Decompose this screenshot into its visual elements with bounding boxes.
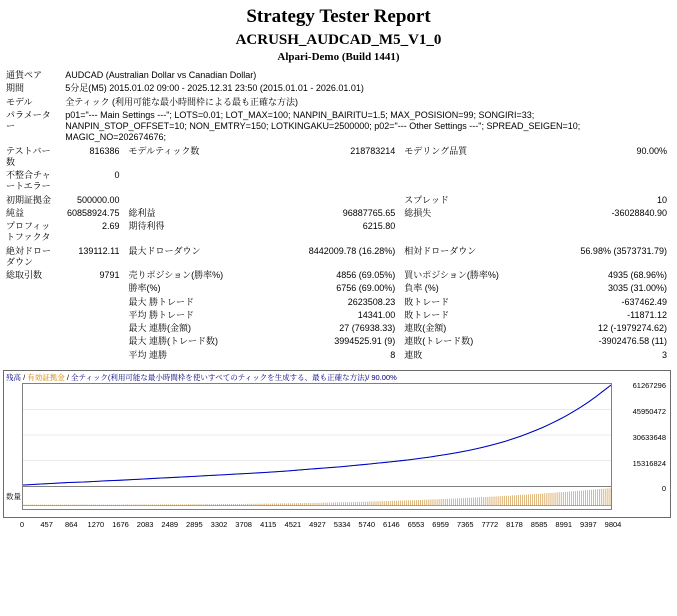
table-row [3,322,673,335]
profit-trades-label: 勝率(%) [128,283,161,294]
chart-legend: 残高 / 有効証拠金 / 全ティック(利用可能な最小時間枠を使いすべてのティックを生成する、最も正確な方法)/ 90.00% [6,372,397,382]
symbol-label: 通貨ペア [6,70,43,80]
table-row [3,145,673,170]
maximal-cons-profit-label: 最大 連勝(トレード数) [128,336,219,347]
x-axis-label: 9804 [604,519,622,529]
x-axis-label: 4927 [309,519,326,529]
parameters-label: パラメーター [6,109,51,131]
strategy-tester-report-page [0,6,677,616]
legend-quality: / 90.00% [367,372,397,382]
avg-cons-losses-label: 連敗 [404,349,423,360]
largest-loss-value: -637462.49 [621,296,667,307]
gross-loss-label: 総損失 [404,207,432,218]
mismatch-label: 不整合チャートエラー [6,170,51,192]
max-cons-wins-label: 最大 連勝(金額) [128,323,192,333]
x-axis-label: 3302 [210,519,228,529]
long-positions-value: 4935 (68.96%) [607,270,667,280]
long-positions-label: 買いポジション(勝率%) [404,270,499,280]
gross-profit-value: 96887765.65 [342,207,396,218]
loss-trades-label: 負率 (%) [404,283,439,294]
table-row [3,335,673,348]
average-loss-label: 敗トレード [404,309,450,320]
period-value: 5分足(M5) 2015.01.02 09:00 - 2025.12.31 23:50 (2015.01.01 - 2026.01.01) [65,83,364,94]
report-subtitle: ACRUSH_AUDCAD_M5_V1_0 [235,32,442,48]
x-axis-label: 8178 [506,519,523,529]
table-row [3,220,673,245]
maximal-cons-loss-value: -3902476.58 (11) [598,336,667,347]
symbol-value: AUDCAD (Australian Dollar vs Canadian Dollar) [65,70,257,80]
x-axis-label: 8991 [555,519,573,529]
y-label-1: 45950472 [632,406,666,416]
spread-value: 10 [656,194,667,205]
largest-profit-value: 2623508.23 [347,296,396,307]
deposit-value: 500000.00 [76,194,120,205]
x-axis-label: 1676 [112,519,129,529]
spread-label: スプレッド [404,194,449,205]
table-row [3,269,673,282]
maximal-cons-profit-value: 3994525.91 (9) [334,336,396,347]
x-axis-label: 2489 [161,519,179,529]
x-axis-labels [3,520,671,534]
rel-drawdown-label: 相対ドローダウン [404,245,477,256]
table-row [3,245,673,270]
x-axis-label: 457 [40,519,53,529]
y-label-3: 15316824 [632,458,666,468]
lots-plot-svg [23,487,611,509]
profit-trades-value: 6756 (69.00%) [336,283,396,294]
x-axis-label: 864 [64,519,78,529]
x-axis-label: 6146 [383,519,400,529]
table-row [3,296,673,309]
rel-drawdown-value: 56.98% (3573731.79) [580,245,667,256]
profit-factor-value: 2.69 [102,221,120,231]
table-row [3,282,673,295]
legend-balance: 残高 [6,372,21,382]
y-label-4: 0 [661,483,666,493]
parameters-value [62,109,673,145]
average-loss-value: -11871.12 [627,309,667,320]
x-axis-label: 2895 [186,519,203,529]
table-row [3,349,673,362]
gross-profit-label: 総利益 [128,207,156,218]
table-row [3,69,673,82]
x-axis-label: 4115 [260,519,277,529]
table-row [3,169,673,194]
ticks-label: モデルティック数 [128,145,200,156]
mismatch-value: 0 [114,170,120,180]
x-axis-label: 2083 [136,519,154,529]
table-row [3,207,673,220]
table-row [3,309,673,322]
profit-factor-label: プロフィットファクタ [6,221,51,243]
loss-trades-value: 3035 (31.00%) [607,283,667,294]
equity-plot-svg [23,384,611,486]
deposit-label: 初期証拠金 [6,194,52,205]
x-axis-label: 8585 [530,519,548,529]
avg-cons-wins-label: 平均 連勝 [128,349,168,360]
model-label: モデル [6,96,33,107]
equity-plot-area [22,383,612,487]
y-label-2: 30633648 [632,432,666,442]
lots-bars [23,488,611,506]
legend-note: 全ティック(利用可能な最小時間枠を使いすべてのティックを生成する、最も正確な方法) [71,372,368,382]
quantity-label: 数量 [6,491,21,501]
x-axis-label: 6959 [432,519,449,529]
short-positions-value: 4856 (69.05%) [336,270,396,280]
period-label: 期間 [6,83,25,94]
max-drawdown-label: 最大ドローダウン [128,245,201,256]
max-cons-losses-label: 連敗(金額) [404,323,447,333]
quality-value: 90.00% [636,145,667,156]
bars-value: 816386 [89,145,120,156]
table-row [3,96,673,109]
average-profit-label: 平均 勝トレード [128,309,195,320]
x-axis-label: 5334 [333,519,351,529]
parameters-line-1: p01="--- Main Settings ---"; LOTS=0.01; LOT_MAX=100; NANPIN_BAIRITU=1.5; MAX_POSISION=99; SONGIRI=33; [65,109,535,120]
parameters-line-3: MAGIC_NO=202674676; [65,132,167,143]
gross-loss-value: -36028840.90 [611,207,667,218]
abs-drawdown-value: 139112.11 [78,245,120,256]
bars-label: テストバー数 [6,145,51,167]
max-cons-losses-value: 12 (-1979274.62) [597,323,667,333]
max-drawdown-value: 8442009.78 (16.28%) [308,245,396,256]
max-cons-wins-value: 27 (76938.33) [339,323,396,333]
y-axis-labels [614,381,668,491]
avg-cons-wins-value: 8 [390,349,396,360]
y-label-0: 61267296 [632,380,666,390]
net-profit-value: 60858924.75 [66,207,120,218]
quality-label: モデリング品質 [404,145,468,156]
avg-cons-losses-value: 3 [661,349,667,360]
abs-drawdown-label: 絶対ドローダウン [6,245,52,267]
report-table [3,69,673,362]
largest-profit-label: 最大 勝トレード [128,296,195,307]
expected-payoff-value: 6215.80 [362,221,396,231]
report-broker: Alpari-Demo (Build 1441) [277,51,400,63]
x-axis-label: 7365 [456,519,474,529]
average-profit-value: 14341.00 [357,309,396,320]
equity-chart [3,370,671,518]
short-positions-label: 売りポジション(勝率%) [128,270,224,280]
parameters-line-2: NANPIN_STOP_OFFSET=10; NON_EMTRY=150; LOTKINGAKU=2500000; p02="--- Other Settings ---"; SPREAD_SEIGEN=10; [65,121,581,131]
expected-payoff-label: 期待利得 [128,221,165,231]
table-row [3,194,673,207]
model-value: 全ティック (利用可能な最小時間枠による最も正確な方法) [65,96,298,107]
table-row [3,82,673,95]
total-trades-value: 9791 [99,270,120,280]
largest-loss-label: 敗トレード [404,296,450,307]
ticks-value: 218783214 [350,145,396,156]
x-axis-label: 3708 [235,519,252,529]
lots-plot-area [22,487,612,510]
table-row [3,109,673,145]
x-axis-label: 6553 [407,519,425,529]
x-axis-label: 4521 [284,519,302,529]
net-profit-label: 純益 [6,207,25,218]
x-axis-label: 5740 [358,519,376,529]
total-trades-label: 総取引数 [6,270,43,280]
x-axis-label: 7772 [481,519,499,529]
x-axis-label: 9397 [580,519,597,529]
x-axis-label: 0 [19,519,25,529]
page-title: Strategy Tester Report [246,6,431,27]
legend-equity: 有効証拠金 [27,372,65,382]
maximal-cons-loss-label: 連敗(トレード数) [404,336,474,347]
x-axis-label: 1270 [87,519,105,529]
